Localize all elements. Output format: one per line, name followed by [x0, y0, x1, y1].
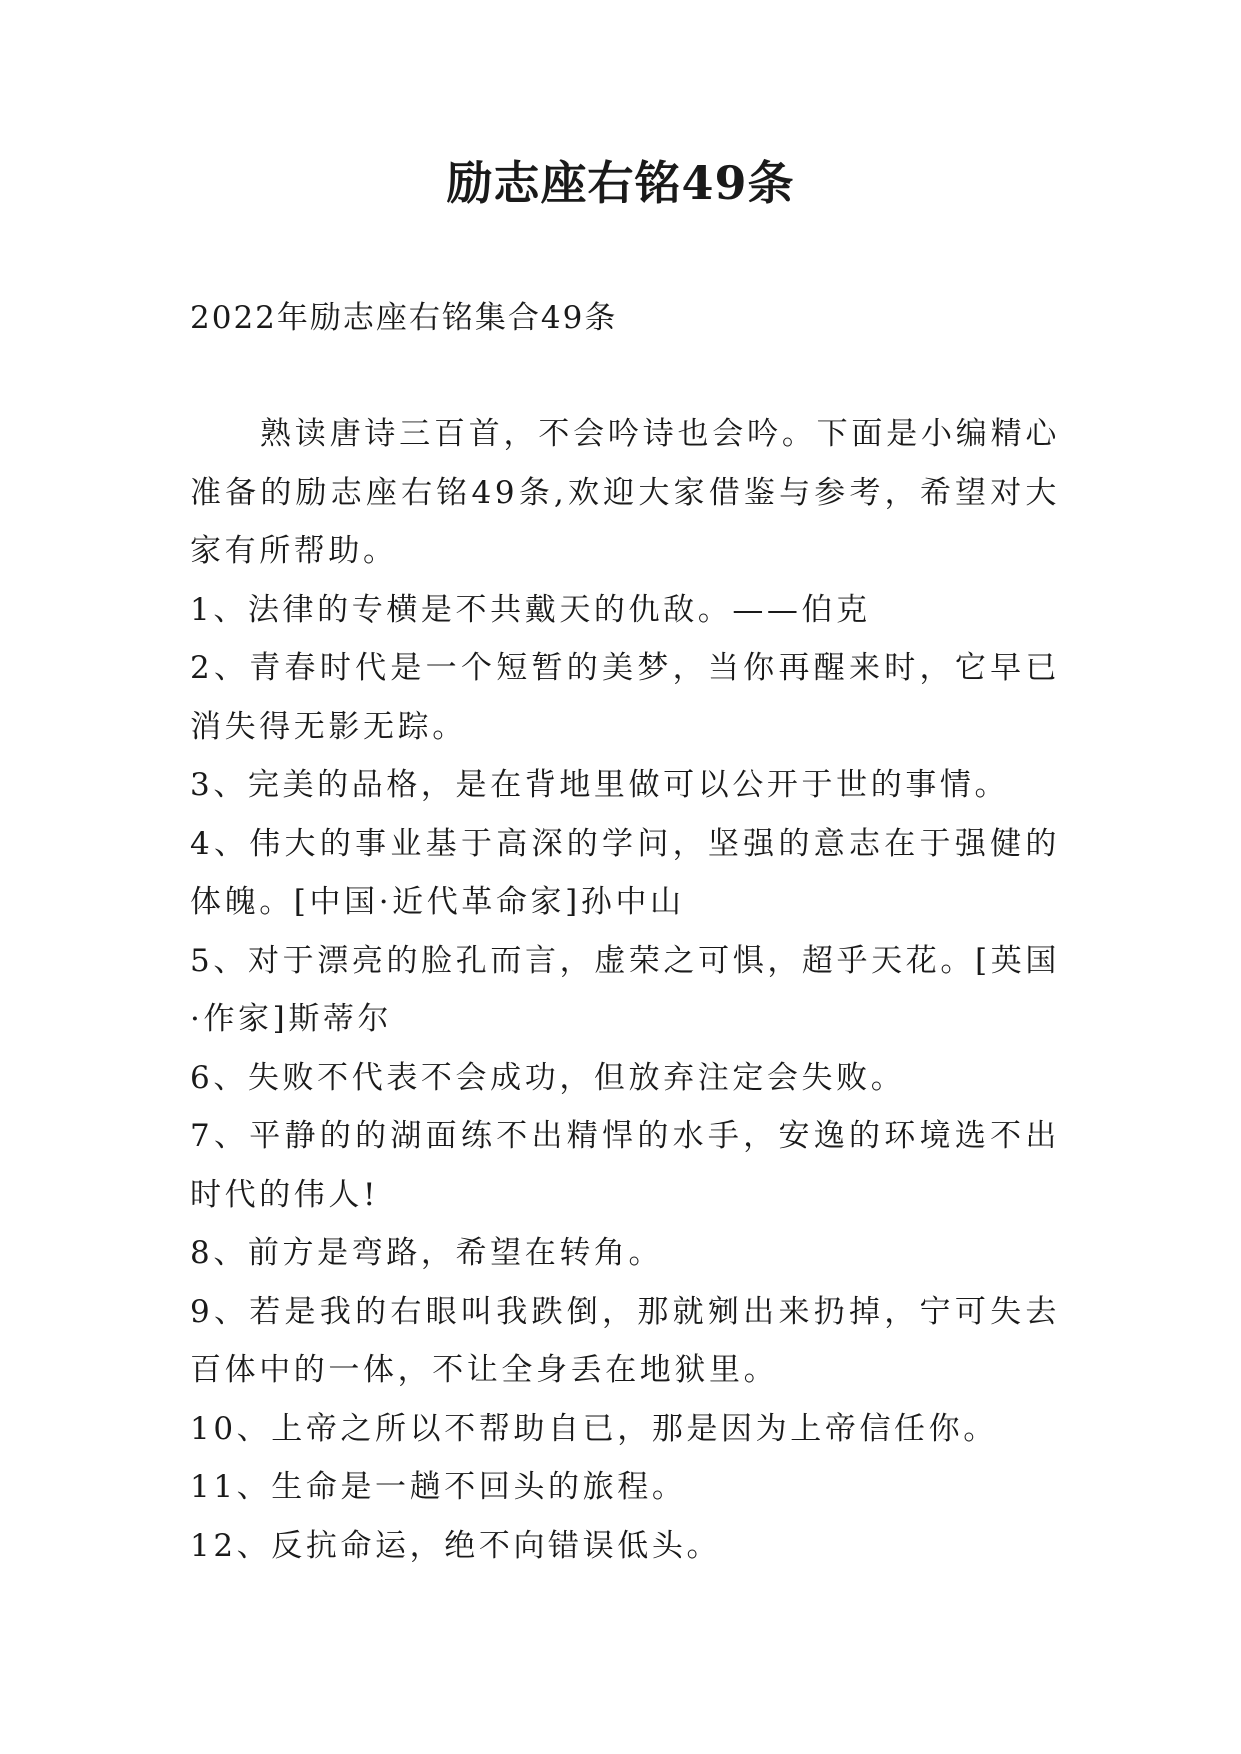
list-item: 11、生命是一趟不回头的旅程。 — [190, 1469, 687, 1505]
list-item: 5、对于漂亮的脸孔而言，虚荣之可惧，超乎天花。[英国·作家]斯蒂尔 — [190, 942, 1060, 1037]
list-item: 4、伟大的事业基于高深的学问，坚强的意志在于强健的体魄。[中国·近代革命家]孙中山 — [190, 825, 1060, 920]
document-body — [190, 405, 1060, 1575]
list-item: 10、上帝之所以不帮助自已，那是因为上帝信任你。 — [190, 1410, 998, 1447]
list-item: 7、平静的的湖面练不出精悍的水手，安逸的环境选不出时代的伟人! — [190, 1118, 1060, 1213]
list-item: 6、失败不代表不会成功，但放弃注定会失败。 — [190, 1059, 906, 1096]
document-title: 励志座右铭49条 — [446, 156, 795, 210]
list-item: 2、青春时代是一个短暂的美梦，当你再醒来时，它早已消失得无影无踪。 — [190, 650, 1060, 745]
list-item: 1、法律的专横是不共戴天的仇敌。——伯克 — [190, 591, 871, 628]
list-item: 3、完美的品格，是在背地里做可以公开于世的事情。 — [190, 767, 1010, 803]
intro-paragraph: 熟读唐诗三百首，不会吟诗也会吟。下面是小编精心准备的励志座右铭49条,欢迎大家借鉴与参考，希望对大家有所帮助。 — [190, 416, 1060, 569]
list-item: 8、前方是弯路，希望在转角。 — [190, 1235, 664, 1271]
list-item: 9、若是我的右眼叫我跌倒，那就剜出来扔掉，宁可失去百体中的一体，不让全身丢在地狱里。 — [190, 1293, 1060, 1388]
list-item: 12、反抗命运，绝不向错误低头。 — [190, 1527, 722, 1564]
document-subtitle: 2022年励志座右铭集合49条 — [190, 300, 618, 336]
